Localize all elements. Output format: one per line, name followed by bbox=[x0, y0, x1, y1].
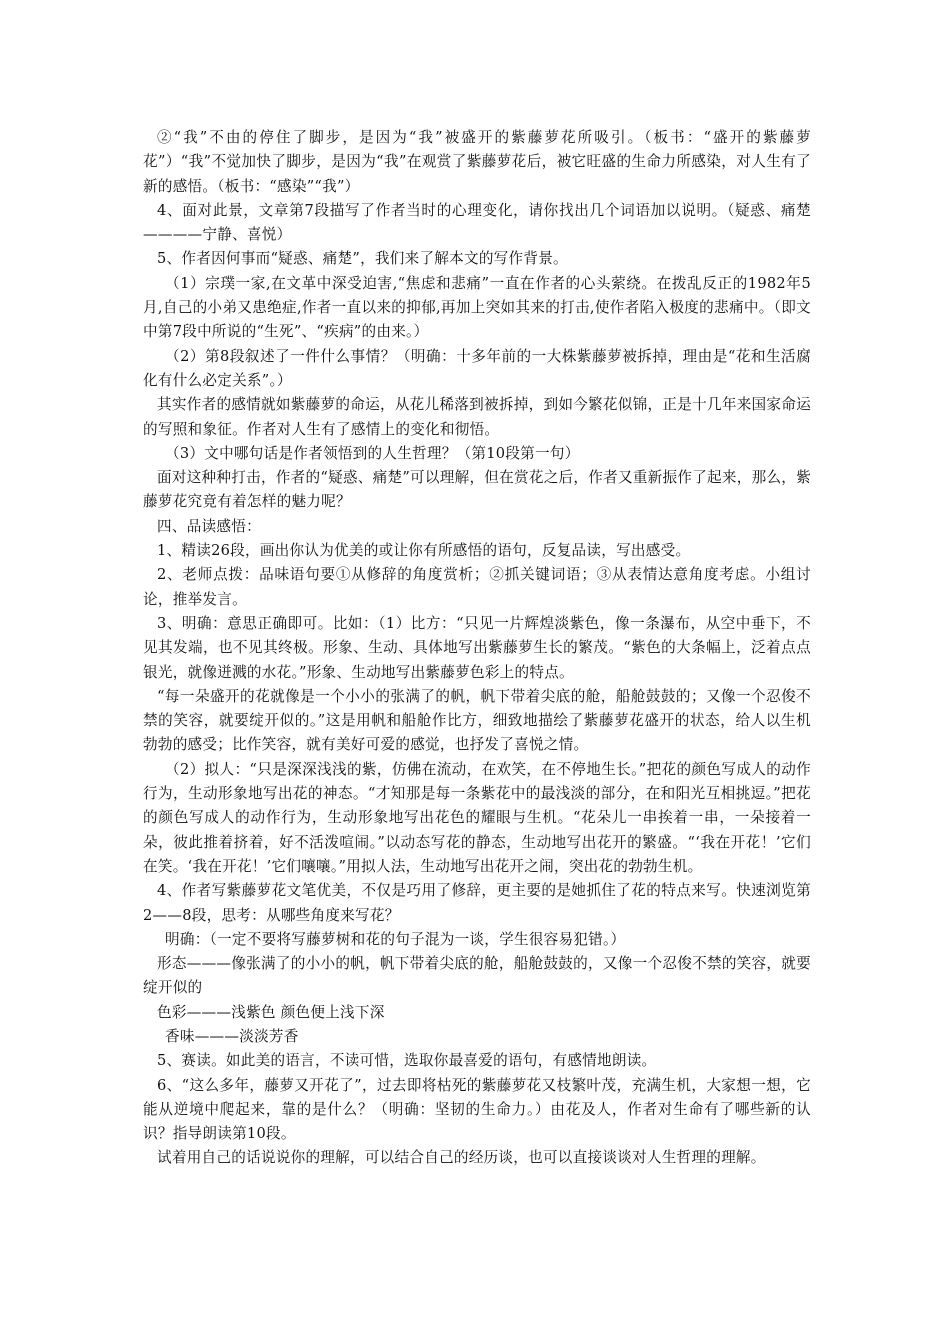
paragraph-16: 明确：（一定不要将写藤萝树和花的句子混为一谈，学生很容易犯错。） bbox=[165, 930, 626, 948]
paragraph-10: 1、精读26段，画出你认为优美的或让你有所感悟的语句，反复品读，写出感受。 bbox=[157, 542, 691, 560]
document-body bbox=[143, 126, 811, 1171]
paragraph-21: 6、“这么多年，藤萝又开花了”，过去即将枯死的紫藤萝花又枝繁叶茂，充满生机，大家想一想，它能从逆境中爬起来，靠的是什么？（明确：坚韧的生命力。）由花及人，作者对生命有了哪些新的认识？指导朗读第10段。 bbox=[143, 1076, 811, 1143]
paragraph-14: （2）拟人：“只是深深浅浅的紫，仿佛在流动，在欢笑，在不停地生长。”把花的颜色写成人的动作行为，生动形象地写出花的神态。“才知那是每一条紫花中的最浅淡的部分，在和阳光互相挑逗。”把花的颜色写成人的动作行为，生动形象地写出花色的耀眼与生机。“花朵儿一串挨着一串，一朵接着一朵，彼此推着挤着，好不活泼喧闹。”以动态写花的静态，生动地写出花开的繁盛。“‘我在开花！’它们在笑。‘我在开花！’它们嚷嚷。”用拟人法，生动地写出花开之闹，突出花的勃勃生机。 bbox=[143, 760, 811, 875]
paragraph-22: 试着用自己的话说说你的理解，可以结合自己的经历谈，也可以直接谈谈对人生哲理的理解。 bbox=[157, 1149, 766, 1167]
paragraph-7: （3）文中哪句话是作者领悟到的人生哲理？（第10段第一句） bbox=[165, 444, 580, 462]
paragraph-6: 其实作者的感情就如紫藤萝的命运，从花儿稀落到被拆掉，到如今繁花似锦，正是十几年来国家命运的写照和象征。作者对人生有了感情上的变化和彻悟。 bbox=[143, 396, 811, 438]
paragraph-1: ②“我”不由的停住了脚步，是因为“我”被盛开的紫藤萝花所吸引。（板书：“盛开的紫藤萝花”）“我”不觉加快了脚步，是因为“我”在观赏了紫藤萝花后，被它旺盛的生命力所感染，对人生有了新的感悟。（板书：“感染”“我”） bbox=[143, 129, 811, 195]
paragraph-5: （2）第8段叙述了一件什么事情？（明确：十多年前的一大株紫藤萝被拆掉，理由是“花和生活腐化有什么必定关系”。） bbox=[143, 347, 811, 389]
section-heading: 四、品读感悟： bbox=[157, 517, 261, 535]
paragraph-11: 2、老师点拨：品味语句要①从修辞的角度赏析；②抓关键词语；③从表情达意角度考虑。小组讨论，推举发言。 bbox=[143, 566, 811, 608]
paragraph-2: 4、面对此景，文章第7段描写了作者当时的心理变化，请你找出几个词语加以说明。（疑惑、痛楚————宁静、喜悦） bbox=[143, 201, 811, 244]
paragraph-12: 3、明确：意思正确即可。比如：（1）比方：“只见一片辉煌淡紫色，像一条瀑布，从空中垂下，不见其发端，也不见其终极。形象、生动、具体地写出紫藤萝生长的繁茂。“紫色的大条幅上，泛着点点银光，就像迸溅的水花。”形象、生动地写出紫藤萝色彩上的特点。 bbox=[143, 614, 811, 681]
paragraph-20: 5、赛读。如此美的语言，不读可惜，选取你最喜爱的语句，有感情地朗读。 bbox=[157, 1052, 657, 1070]
paragraph-8: 面对这种种打击，作者的“疑惑、痛楚”可以理解，但在赏花之后，作者又重新振作了起来，那么，紫藤萝花究竟有着怎样的魅力呢？ bbox=[143, 469, 811, 511]
paragraph-19: 香味———淡淡芳香 bbox=[165, 1027, 299, 1045]
paragraph-18: 色彩———浅紫色 颜色便上浅下深 bbox=[157, 1003, 385, 1021]
paragraph-3: 5、作者因何事而“疑惑、痛楚”，我们来了解本文的写作背景。 bbox=[157, 250, 568, 268]
paragraph-17: 形态———像张满了的小小的帆，帆下带着尖底的舱，船舱鼓鼓的，又像一个忍俊不禁的笑容，就要绽开似的 bbox=[143, 955, 811, 997]
paragraph-13: “每一朵盛开的花就像是一个小小的张满了的帆，帆下带着尖底的舱，船舱鼓鼓的；又像一个忍俊不禁的笑容，就要绽开似的。”这是用帆和船舱作比方，细致地描绘了紫藤萝花盛开的状态，给人以生机勃勃的感受；比作笑容，就有美好可爱的感觉，也抒发了喜悦之情。 bbox=[143, 687, 811, 754]
paragraph-4: （1）宗璞一家,在文革中深受迫害,“焦虑和悲痛”一直在作者的心头萦绕。在拨乱反正的1982年5月,自己的小弟又患绝症,作者一直以来的抑郁,再加上突如其来的打击,使作者陷入极度的悲痛中。（即文中第7段中所说的“生死”、“疾病”的由来。） bbox=[143, 274, 811, 341]
paragraph-15: 4、作者写紫藤萝花文笔优美，不仅是巧用了修辞，更主要的是她抓住了花的特点来写。快速浏览第2——8段，思考：从哪些角度来写花？ bbox=[143, 882, 811, 924]
